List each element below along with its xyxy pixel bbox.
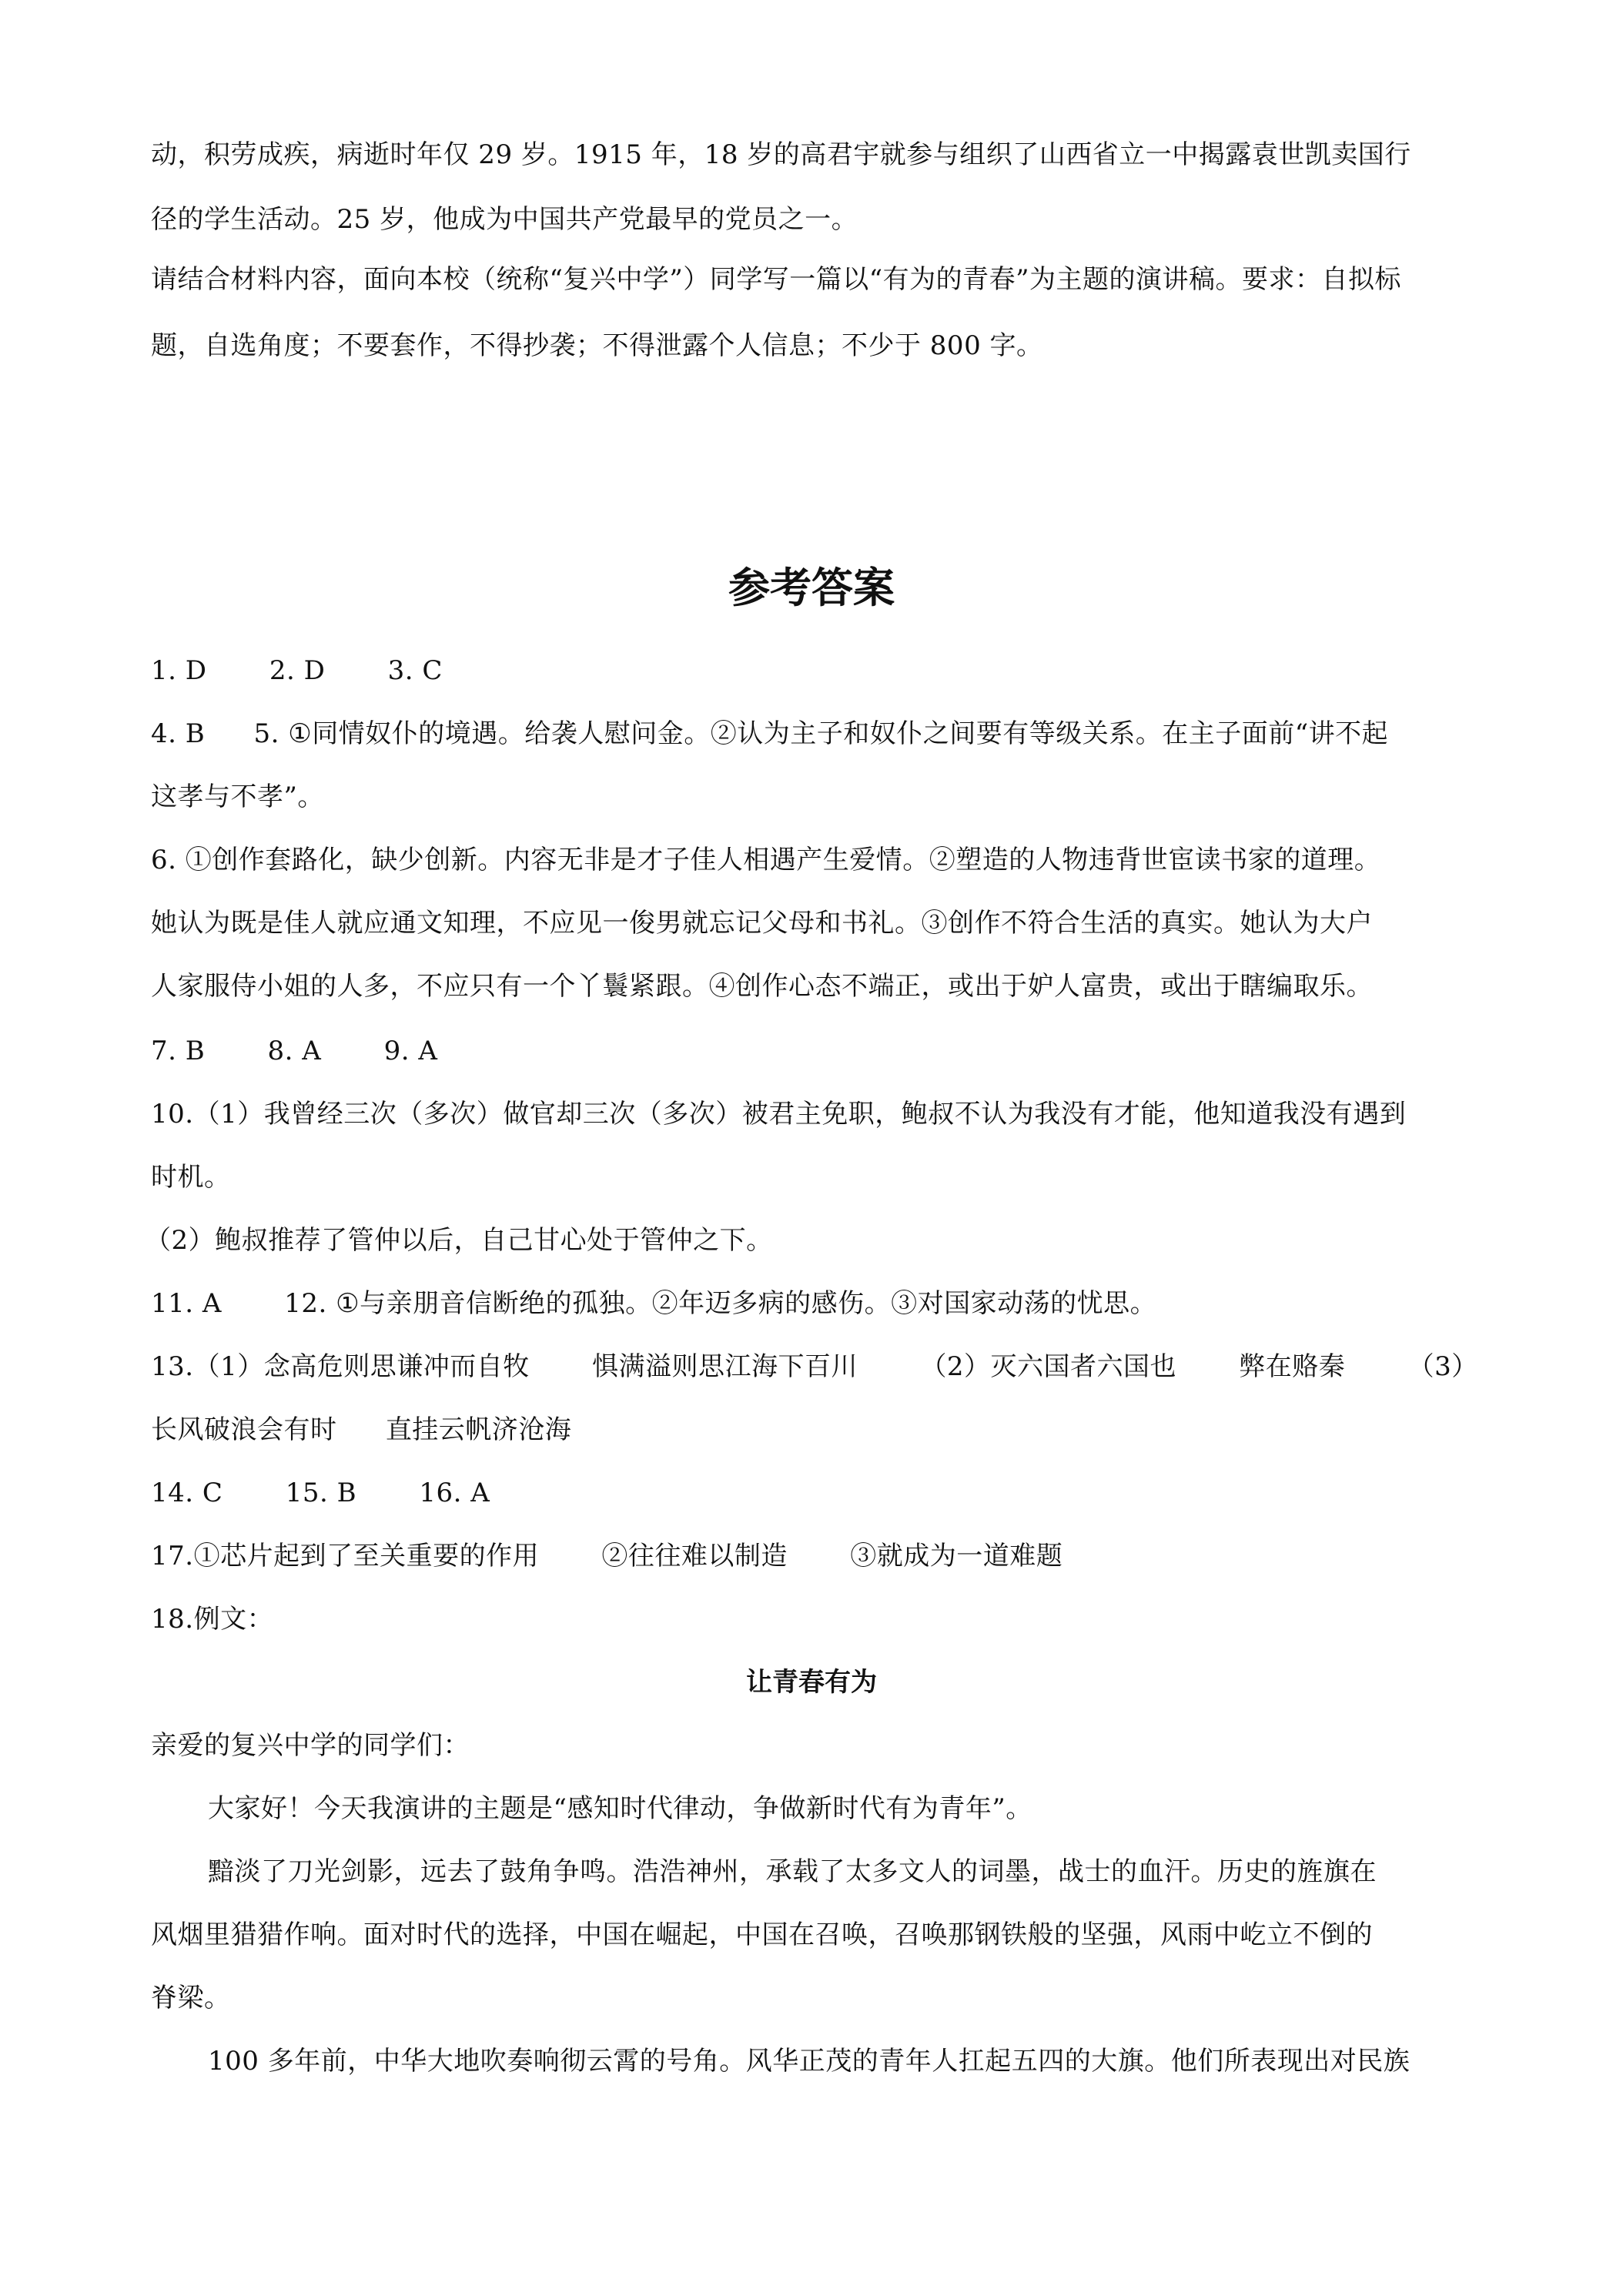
essay-paragraph-1: 大家好！今天我演讲的主题是“感知时代律动，争做新时代有为青年”。	[208, 1793, 1032, 1824]
answer-17	[151, 1540, 1062, 1572]
answer-11: 11. A	[151, 1288, 222, 1319]
answer-13-part-2: 惧满溢则思江海下百川	[592, 1351, 858, 1382]
answer-13-part-3: （2）灭六国者六国也	[920, 1351, 1176, 1382]
answer-13-part-7: 直挂云帆济沧海	[385, 1414, 572, 1445]
answer-5-cont: 这孝与不孝”。	[151, 782, 324, 812]
answer-6-line-3: 人家服侍小姐的人多，不应只有一个丫鬟紧跟。④创作心态不端正，或出于妒人富贵，或出于瞎编取乐。	[151, 971, 1373, 1002]
answers-row-14	[151, 1477, 490, 1509]
answer-4: 4. B	[151, 718, 206, 749]
answer-15: 15. B	[285, 1478, 357, 1508]
answer-9: 9. A	[383, 1036, 438, 1066]
answer-7: 7. B	[151, 1036, 206, 1066]
answer-17-part-1: 17.①芯片起到了至关重要的作用	[151, 1541, 540, 1571]
answer-12: 12. ①与亲朋音信断绝的孤独。②年迈多病的感伤。③对国家动荡的忧思。	[284, 1288, 1157, 1319]
answers-row-7	[151, 1035, 437, 1067]
answers-title: 参考答案	[728, 564, 895, 612]
essay-paragraph-2-line-2: 风烟里猎猎作响。面对时代的选择，中国在崛起，中国在召唤，召唤那钢铁般的坚强，风雨中屹立不倒的	[151, 1919, 1373, 1950]
answer-14: 14. C	[151, 1478, 223, 1508]
answer-10-line-1: 10.（1）我曾经三次（多次）做官却三次（多次）被君主免职，鲍叔不认为我没有才能，他知道我没有遇到	[151, 1099, 1407, 1130]
answer-8: 8. A	[267, 1036, 322, 1066]
answer-13-part-4: 弊在赂秦	[1239, 1351, 1346, 1382]
answer-17-part-2: ②往往难以制造	[601, 1541, 788, 1571]
answers-row-11	[151, 1287, 1156, 1320]
answer-13-part-1: 13.（1）念高危则思谦冲而自牧	[151, 1351, 530, 1382]
essay-paragraph-2-line-1: 黯淡了刀光剑影，远去了鼓角争鸣。浩浩神州，承载了太多文人的词墨，战士的血汗。历史的旌旗在	[208, 1856, 1377, 1887]
answer-1: 1. D	[151, 655, 207, 686]
answer-6-line-1: 6. ①创作套路化，缺少创新。内容无非是才子佳人相遇产生爱情。②塑造的人物违背世宦读书家的道理。	[151, 845, 1381, 875]
answer-10-line-2: 时机。	[151, 1162, 231, 1193]
answer-13-part-5: （3）	[1407, 1351, 1478, 1382]
essay-paragraph-3-line-1: 100 多年前，中华大地吹奏响彻云霄的号角。风华正茂的青年人扛起五四的大旗。他们所表现出对民族	[208, 2046, 1411, 2077]
answer-10-line-3: （2）鲍叔推荐了管仲以后，自己甘心处于管仲之下。	[145, 1225, 773, 1256]
answer-2: 2. D	[269, 655, 326, 686]
answer-5: 5. ①同情奴仆的境遇。给袭人慰问金。②认为主子和奴仆之间要有等级关系。在主子面前“讲不起	[253, 718, 1389, 749]
answer-13-part-6: 长风破浪会有时	[151, 1414, 337, 1445]
answer-16: 16. A	[419, 1478, 490, 1508]
essay-salutation: 亲爱的复兴中学的同学们：	[151, 1730, 470, 1761]
answer-17-part-3: ③就成为一道难题	[850, 1541, 1063, 1571]
intro-line-4: 题，自选角度；不要套作，不得抄袭；不得泄露个人信息；不少于 800 字。	[151, 330, 1043, 361]
essay-title: 让青春有为	[746, 1667, 877, 1698]
answer-13-line-1	[151, 1350, 1478, 1383]
intro-line-2: 径的学生活动。25 岁，他成为中国共产党最早的党员之一。	[151, 204, 858, 235]
answers-row-1	[151, 654, 443, 687]
answer-6-line-2: 她认为既是佳人就应通文知理，不应见一俊男就忘记父母和书礼。③创作不符合生活的真实。她认为大户	[151, 908, 1373, 939]
answers-row-2	[151, 718, 1388, 750]
answer-18: 18.例文：	[151, 1604, 274, 1635]
essay-paragraph-2-line-3: 脊梁。	[151, 1983, 231, 2013]
intro-line-3: 请结合材料内容，面向本校（统称“复兴中学”）同学写一篇以“有为的青春”为主题的演讲稿。要求：自拟标	[151, 264, 1402, 295]
answer-13-line-2	[151, 1414, 571, 1446]
intro-line-1: 动，积劳成疾，病逝时年仅 29 岁。1915 年，18 岁的高君宇就参与组织了山西省立一中揭露袁世凯卖国行	[151, 139, 1411, 170]
answer-3: 3. C	[387, 655, 443, 686]
